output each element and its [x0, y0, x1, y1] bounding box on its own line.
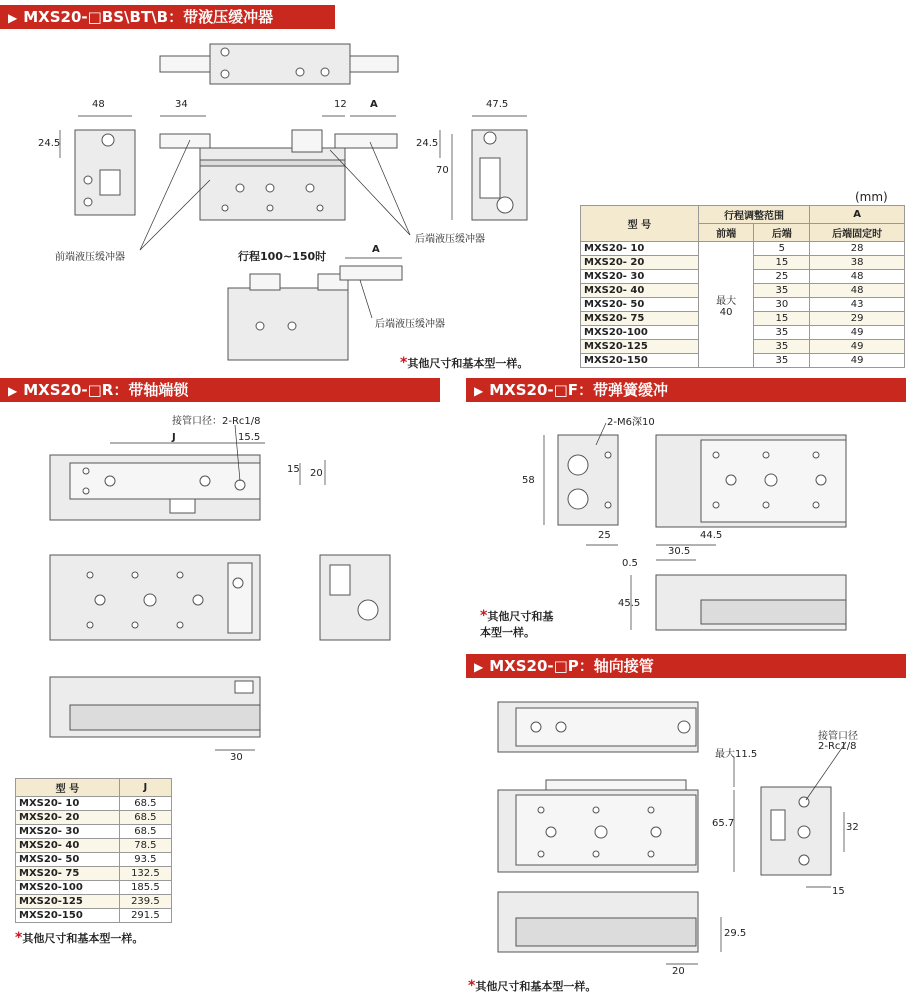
note-text: 其他尺寸和基 — [487, 610, 554, 623]
dim-65-7: 65.7 — [712, 818, 735, 829]
dim-12: 12 — [334, 99, 347, 110]
dim-29-5: 29.5 — [724, 928, 747, 939]
th-a: A — [810, 206, 905, 224]
r-port-label: 接管口径：2-Rc1/8 — [172, 416, 261, 427]
bs-drawing — [0, 30, 580, 375]
table-row — [16, 839, 172, 853]
dim-a: A — [370, 99, 378, 110]
cell-j: 239.5 — [119, 895, 171, 909]
r-spec-table — [15, 778, 172, 923]
table-row — [16, 909, 172, 923]
cell-a: 43 — [810, 298, 905, 312]
table-row — [16, 811, 172, 825]
f-end-view — [558, 435, 618, 525]
section-header-f — [466, 378, 906, 402]
dim-48: 48 — [92, 99, 105, 110]
th-model: 型 号 — [16, 779, 120, 797]
cell-model: MXS20- 20 — [581, 256, 699, 270]
table-row — [16, 825, 172, 839]
bs-side-rod-left — [160, 134, 210, 148]
th-a-sub: 后端固定时 — [810, 224, 905, 242]
cell-model: MXS20-100 — [16, 881, 120, 895]
bs-note — [400, 355, 528, 371]
r-drawing — [0, 405, 440, 775]
th-rear: 后端 — [754, 224, 810, 242]
r-note — [15, 930, 143, 946]
dim-70: 70 — [436, 165, 449, 176]
cell-model: MXS20-125 — [16, 895, 120, 909]
cell-j: 132.5 — [119, 867, 171, 881]
section-header-bs — [0, 5, 335, 29]
cell-a: 48 — [810, 284, 905, 298]
dim-a2: A — [372, 244, 380, 255]
section-title-p: MXS20-□P：轴向接管 — [489, 657, 654, 675]
dim-58: 58 — [522, 475, 535, 486]
unit-label: (mm) — [855, 190, 888, 204]
dim-44-5: 44.5 — [700, 530, 723, 541]
bs-top-rod-left — [160, 56, 210, 72]
cell-j: 78.5 — [119, 839, 171, 853]
cell-a: 49 — [810, 326, 905, 340]
p-note — [468, 978, 596, 994]
cell-model: MXS20- 75 — [581, 312, 699, 326]
note-text-2: 本型一样。 — [480, 626, 535, 639]
front-buffer-label: 前端液压缓冲器 — [55, 252, 125, 263]
cell-model: MXS20- 50 — [16, 853, 120, 867]
cell-model: MXS20- 75 — [16, 867, 120, 881]
f-note — [480, 608, 553, 640]
cell-j: 185.5 — [119, 881, 171, 895]
dim-24-5-left: 24.5 — [38, 138, 61, 149]
dim-34: 34 — [175, 99, 188, 110]
cell-model: MXS20- 10 — [16, 797, 120, 811]
cell-model: MXS20- 20 — [16, 811, 120, 825]
cell-j: 291.5 — [119, 909, 171, 923]
play-arrow-icon: ▶ — [8, 11, 18, 25]
cell-rear: 35 — [754, 340, 810, 354]
cell-j: 68.5 — [119, 797, 171, 811]
cell-a: 28 — [810, 242, 905, 256]
cell-model: MXS20- 40 — [16, 839, 120, 853]
cell-a: 29 — [810, 312, 905, 326]
dim-15: 15 — [287, 464, 300, 475]
th-range: 行程调整范围 — [698, 206, 809, 224]
p-port-label-2: 2-Rc1/8 — [818, 741, 857, 752]
dim-j: J — [172, 432, 176, 443]
play-arrow-icon: ▶ — [474, 384, 484, 398]
bs-top-body — [210, 44, 350, 84]
table-row — [16, 797, 172, 811]
dim-15-p: 15 — [832, 886, 845, 897]
th-model: 型 号 — [581, 206, 699, 242]
note-text: 其他尺寸和基本型一样。 — [22, 932, 144, 945]
cell-a: 48 — [810, 270, 905, 284]
section-title-r: MXS20-□R：带轴端锁 — [23, 381, 189, 399]
th-j: J — [119, 779, 171, 797]
cell-j: 68.5 — [119, 825, 171, 839]
cell-model: MXS20-150 — [16, 909, 120, 923]
table-row — [16, 853, 172, 867]
section-header-r — [0, 378, 440, 402]
section-title-f: MXS20-□F：带弹簧缓冲 — [489, 381, 669, 399]
cell-model: MXS20- 50 — [581, 298, 699, 312]
bs-spec-table — [580, 205, 905, 368]
rear-buffer-label-2: 后端液压缓冲器 — [375, 319, 445, 330]
cell-model: MXS20-125 — [581, 340, 699, 354]
cell-rear: 15 — [754, 256, 810, 270]
front-val: 40 — [719, 306, 733, 318]
dim-24-5-mid: 24.5 — [416, 138, 439, 149]
dim-45-5: 45.5 — [618, 598, 641, 609]
dim-32: 32 — [846, 822, 859, 833]
dim-max-11-5: 最大11.5 — [715, 749, 758, 760]
front-max: 最大 — [716, 295, 737, 307]
table-row — [16, 867, 172, 881]
star-icon: * — [480, 608, 488, 624]
table-row — [16, 881, 172, 895]
dim-15-5: 15.5 — [238, 432, 261, 443]
note-text: 其他尺寸和基本型一样。 — [407, 357, 529, 370]
cell-model: MXS20-100 — [581, 326, 699, 340]
cell-rear: 35 — [754, 354, 810, 368]
cell-model: MXS20- 30 — [581, 270, 699, 284]
dim-30-5: 30.5 — [668, 546, 691, 557]
cell-rear: 25 — [754, 270, 810, 284]
th-front: 前端 — [698, 224, 754, 242]
stroke-label: 行程100~150时 — [238, 250, 327, 263]
section-title-bs: MXS20-□BS\BT\B：带液压缓冲器 — [23, 8, 274, 26]
dim-m6: 2-M6深10 — [607, 417, 655, 428]
p-port-label: 接管口径 — [818, 731, 858, 742]
cell-a: 49 — [810, 354, 905, 368]
cell-rear: 35 — [754, 326, 810, 340]
rear-buffer-label: 后端液压缓冲器 — [415, 234, 485, 245]
cell-model: MXS20- 10 — [581, 242, 699, 256]
cell-j: 68.5 — [119, 811, 171, 825]
cell-model: MXS20-150 — [581, 354, 699, 368]
cell-a: 38 — [810, 256, 905, 270]
play-arrow-icon: ▶ — [474, 660, 484, 674]
cell-model: MXS20- 30 — [16, 825, 120, 839]
star-icon: * — [15, 930, 23, 946]
bs-top-rod-right — [350, 56, 398, 72]
dim-47-5: 47.5 — [486, 99, 509, 110]
star-icon: * — [468, 978, 476, 994]
note-text: 其他尺寸和基本型一样。 — [475, 980, 597, 993]
cell-a: 49 — [810, 340, 905, 354]
table-row — [581, 242, 905, 256]
bs-side-rod-right — [335, 134, 397, 148]
section-header-p — [466, 654, 906, 678]
dim-20-p: 20 — [672, 966, 685, 977]
dim-0-5: 0.5 — [622, 558, 638, 569]
cell-model: MXS20- 40 — [581, 284, 699, 298]
cell-rear: 15 — [754, 312, 810, 326]
cell-front-common — [698, 242, 754, 368]
table-row — [16, 895, 172, 909]
cell-rear: 35 — [754, 284, 810, 298]
dim-25: 25 — [598, 530, 611, 541]
cell-j: 93.5 — [119, 853, 171, 867]
cell-rear: 30 — [754, 298, 810, 312]
cell-rear: 5 — [754, 242, 810, 256]
star-icon: * — [400, 355, 408, 371]
dim-30: 30 — [230, 752, 243, 763]
dim-20: 20 — [310, 468, 323, 479]
play-arrow-icon: ▶ — [8, 384, 18, 398]
